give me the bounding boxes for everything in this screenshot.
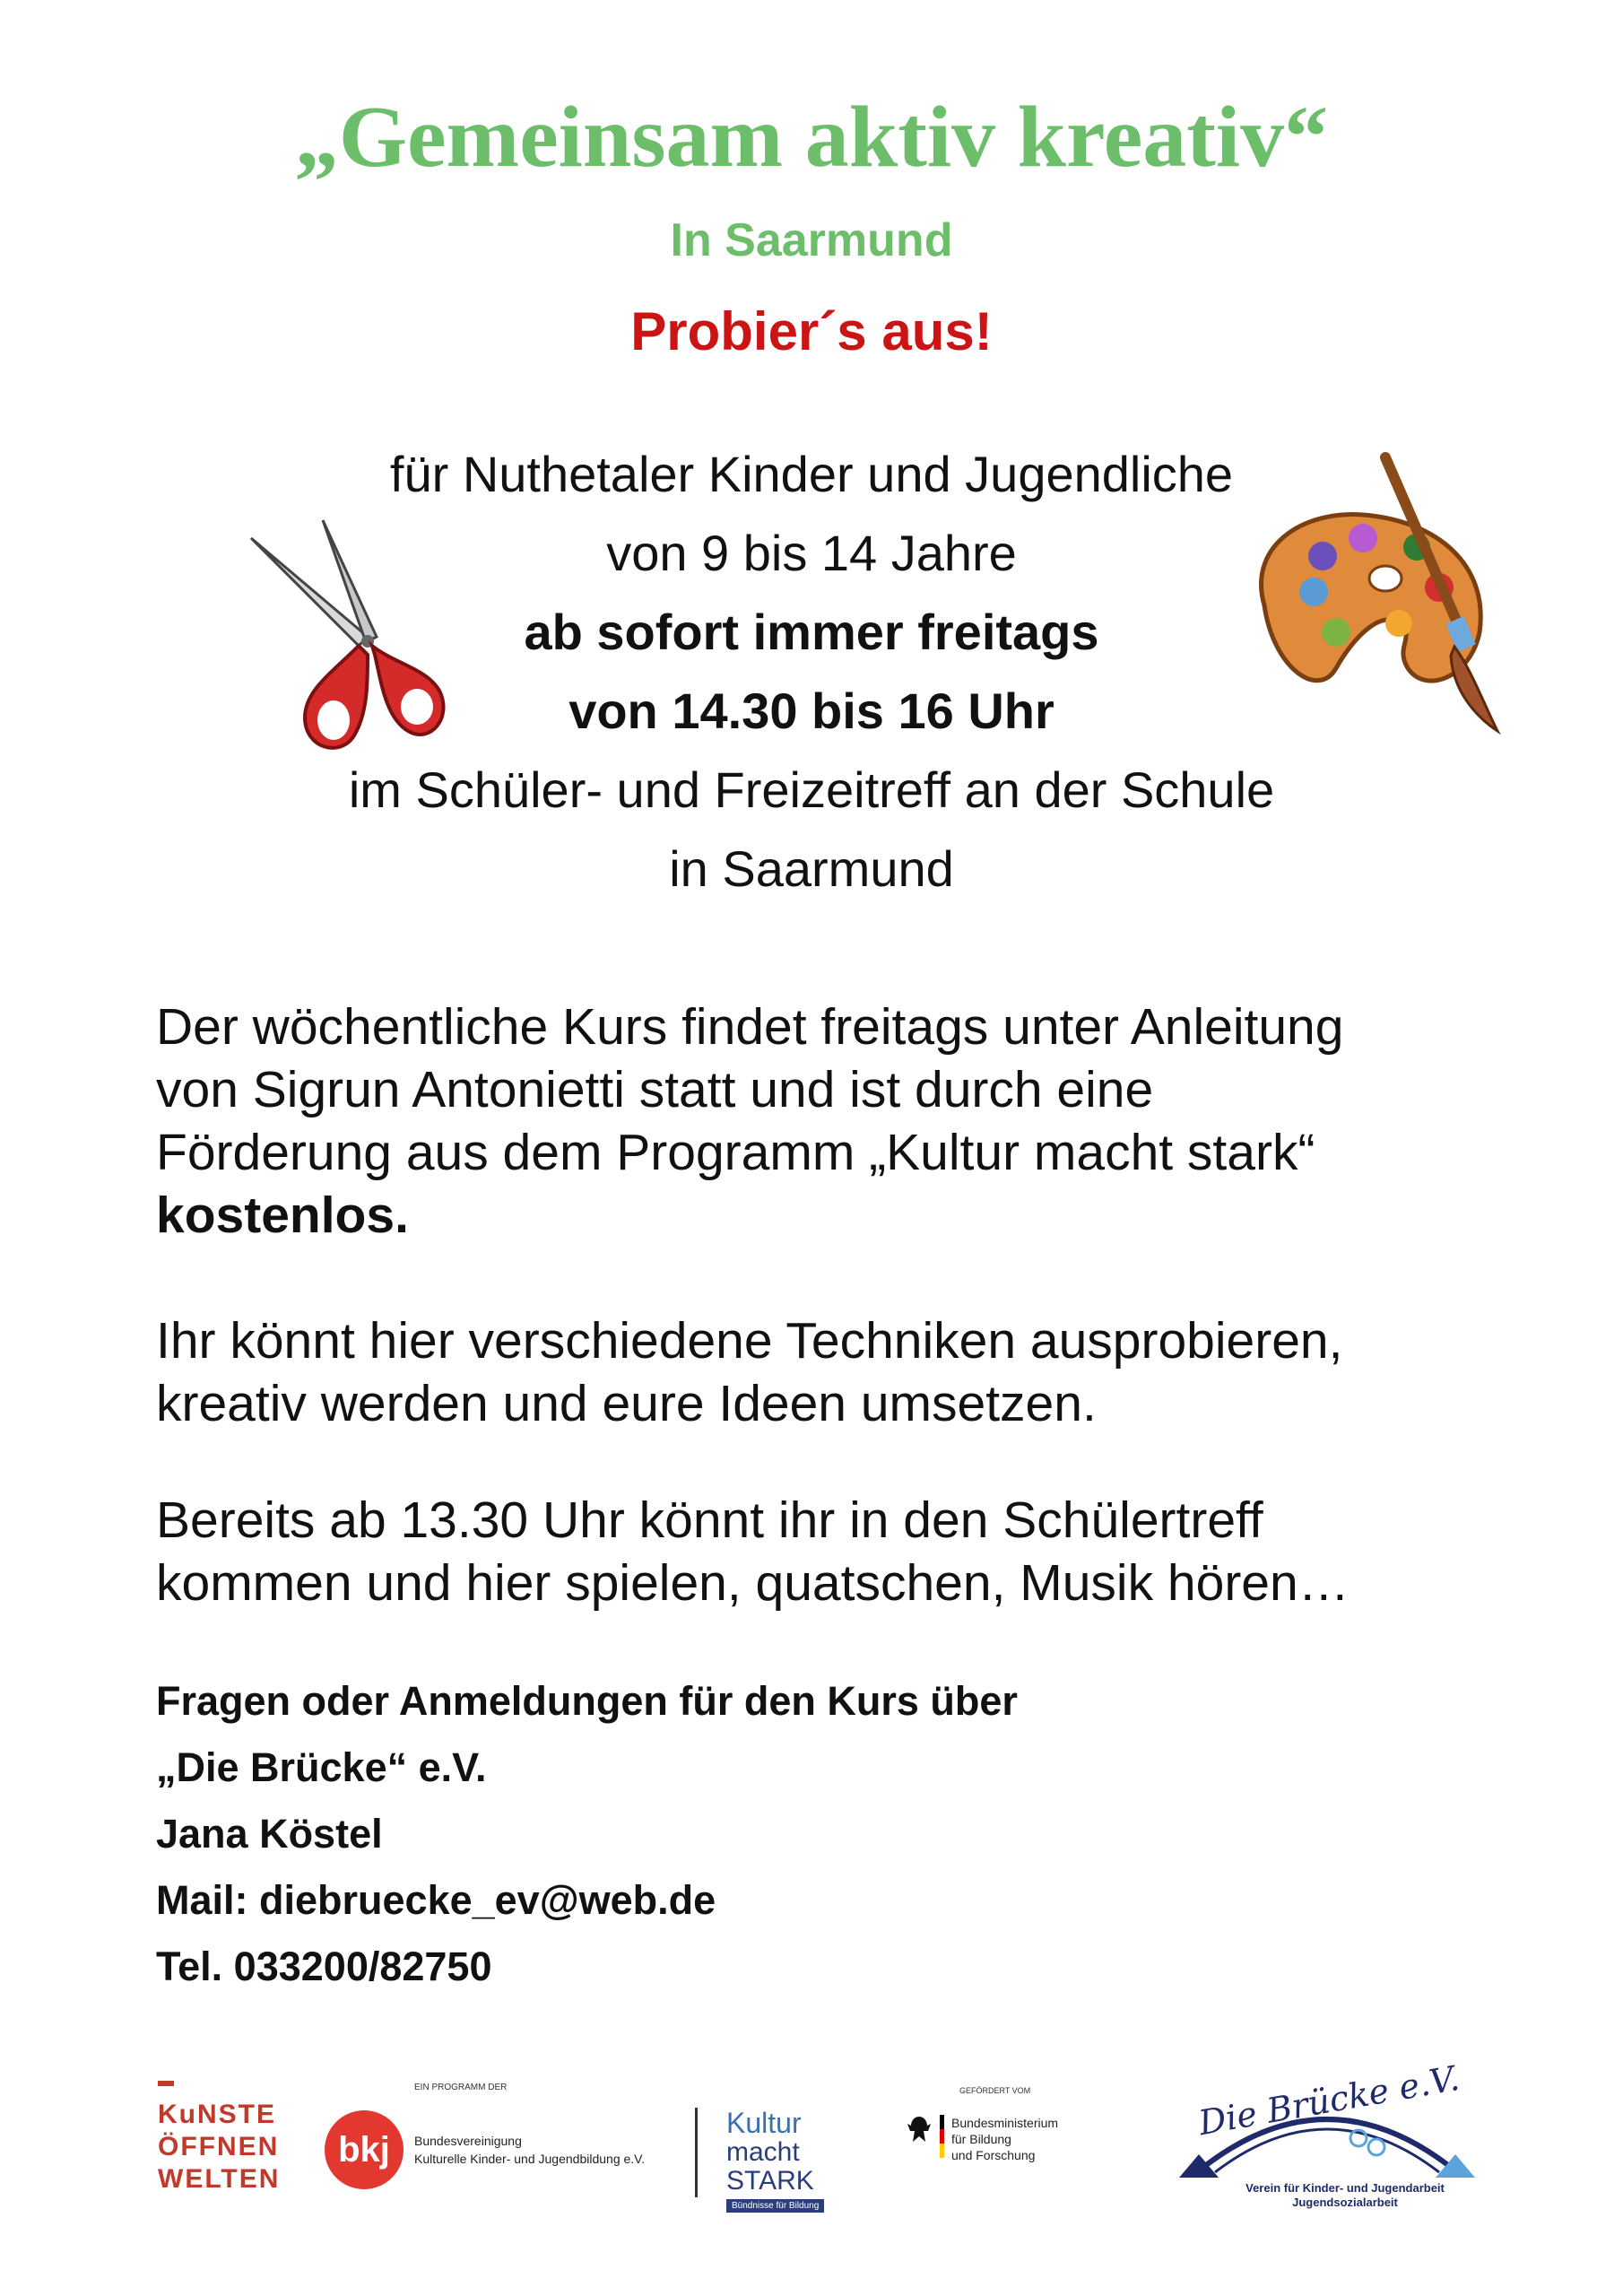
flyer-cta: Probier´s aus! bbox=[630, 301, 993, 361]
contact-organisation: „Die Brücke“ e.V. bbox=[156, 1744, 487, 1790]
paragraph-techniques-line: kreativ werden und eure Ideen umsetzen. bbox=[156, 1375, 1097, 1432]
federal-eagle-icon bbox=[906, 2115, 933, 2145]
bkj-logo bbox=[325, 2083, 683, 2189]
kunste-logo-line: KuNSTE bbox=[158, 2100, 276, 2129]
kunste-logo-bar bbox=[158, 2081, 174, 2086]
bruecke-logo-line: Verein für Kinder- und Jugendarbeit bbox=[1245, 2181, 1445, 2195]
paragraph-course-free: kostenlos. bbox=[156, 1187, 409, 1244]
kunste-logo-line: WELTEN bbox=[158, 2164, 281, 2194]
bmbf-logo-line: Bundesministerium bbox=[951, 2116, 1059, 2130]
bmbf-logo bbox=[906, 2086, 1103, 2163]
kultur-logo-line: Kultur bbox=[726, 2107, 802, 2139]
info-line-place: in Saarmund bbox=[669, 840, 954, 897]
bkj-logo-line: Bundesvereinigung bbox=[414, 2134, 522, 2148]
paragraph-early-access-line: kommen und hier spielen, quatschen, Musik hören… bbox=[156, 1554, 1350, 1612]
contact-email[interactable]: Mail: diebruecke_ev@web.de bbox=[156, 1877, 716, 1923]
bmbf-logo-line: und Forschung bbox=[951, 2148, 1036, 2162]
flyer-subtitle: In Saarmund bbox=[670, 214, 953, 266]
contact-block bbox=[156, 1668, 1018, 2000]
paragraph-techniques-line: Ihr könnt hier verschiedene Techniken ausprobieren, bbox=[156, 1312, 1343, 1370]
bkj-program-label: EIN PROGRAMM DER bbox=[414, 2083, 508, 2092]
info-line-age: von 9 bis 14 Jahre bbox=[606, 525, 1017, 581]
paragraph-early-access bbox=[156, 1489, 1501, 1614]
contact-phone: Tel. 033200/82750 bbox=[156, 1944, 492, 1989]
info-line-day: ab sofort immer freitags bbox=[524, 604, 1099, 660]
bruecke-logo-name: Die Brücke e.V. bbox=[1195, 2057, 1462, 2144]
die-bruecke-logo bbox=[1179, 2057, 1475, 2224]
bmbf-sponsor-label: GEFÖRDERT VOM bbox=[959, 2086, 1031, 2095]
paint-palette-icon bbox=[1228, 444, 1524, 767]
bmbf-logo-line: für Bildung bbox=[951, 2132, 1011, 2146]
kultur-logo-line: Bündnisse für Bildung bbox=[726, 2199, 824, 2213]
bkj-logo-mark: bkj bbox=[325, 2110, 404, 2189]
contact-intro: Fragen oder Anmeldungen für den Kurs über bbox=[156, 1678, 1018, 1724]
kultur-macht-stark-logo bbox=[726, 2108, 879, 2213]
bruecke-logo-line: Jugendsozialarbeit bbox=[1292, 2196, 1398, 2209]
kultur-logo-line: macht STARK bbox=[726, 2137, 814, 2196]
paragraph-course bbox=[156, 996, 1501, 1247]
kunste-logo-line: ÖFFNEN bbox=[158, 2132, 280, 2161]
paragraph-techniques bbox=[156, 1309, 1501, 1435]
bkj-logo-line: Kulturelle Kinder- und Jugendbildung e.V. bbox=[414, 2152, 646, 2166]
paragraph-course-line: von Sigrun Antonietti statt und ist durch eine bbox=[156, 1061, 1154, 1118]
paragraph-course-line: Der wöchentliche Kurs findet freitags unter Anleitung bbox=[156, 998, 1344, 1056]
flyer-title: „Gemeinsam aktiv kreativ“ bbox=[294, 89, 1329, 186]
info-line-location: im Schüler- und Freizeitreff an der Schule bbox=[348, 761, 1275, 818]
contact-person: Jana Köstel bbox=[156, 1811, 383, 1857]
logo-divider bbox=[695, 2108, 698, 2197]
paragraph-early-access-line: Bereits ab 13.30 Uhr könnt ihr in den Schülertreff bbox=[156, 1492, 1263, 1549]
info-line-audience: für Nuthetaler Kinder und Jugendliche bbox=[389, 446, 1234, 502]
scissors-icon bbox=[233, 502, 466, 771]
kunste-oeffnen-welten-logo bbox=[158, 2081, 283, 2196]
paragraph-course-line: Förderung aus dem Programm „Kultur macht stark“ bbox=[156, 1124, 1315, 1181]
info-line-time: von 14.30 bis 16 Uhr bbox=[568, 683, 1055, 739]
